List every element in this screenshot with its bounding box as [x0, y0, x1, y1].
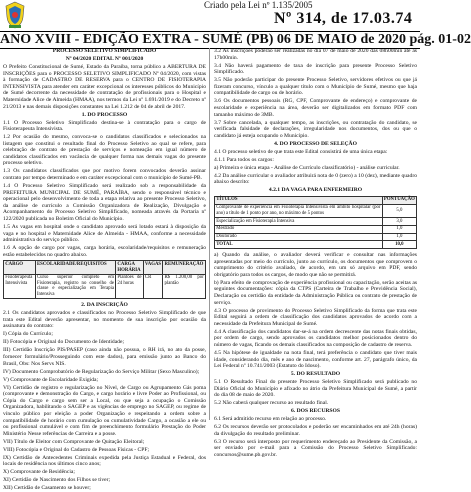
section-item: 6.3 O recurso será interposto por requerimento endereçado ao Presidente da Comissão, a ser enviado por e-mail para a Comissão do Processo Seletivo Simplificado: concursos@sume.pb.gov.br.	[214, 438, 417, 458]
table-header-cell: CARGO	[4, 261, 36, 274]
table-cell: Comprovante de experiência em Fisioterapia Intensivista em âmbito hospitalar (por ano) a título de 1 ponto por ano, no máximo de 5 pontos	[216, 205, 381, 216]
section-item: VII) Título de Eleitor com Comprovante de Quitação Eleitoral;	[3, 438, 145, 445]
section-item: 3.4 Não haverá pagamento de taxa de inscrição para presente Processo Seletivo Simplificado.	[214, 62, 417, 76]
section-item: 6.2 Os recursos deverão ser protocolados e poderão ser encaminhados em até 24h (horas) da divulgação do resultado preliminar.	[214, 424, 417, 437]
section-item: IV) Documento Comprobatório de Regularização do Serviço Militar (Sexo Masculino);	[3, 368, 200, 375]
section-item: VIII) Fotocópia e Original do Cadastro de Pessoas Físicas - CPF;	[3, 446, 150, 453]
section-item: 2.1 Os candidatos aprovados e classificados no Processo Seletivo Simplificado de que trata este Edital deverão apresentar, no momento de sua inscrição por ocasião da assinatura do contrato:	[3, 310, 206, 330]
table-cell: Fisioterapeuta Intensivista	[4, 274, 36, 299]
edition-band: ANO XVIII - EDIÇÃO EXTRA - SUMÉ (PB) 06 DE MAIO de 2020 pág. 01-02	[0, 32, 471, 47]
section-item: a) Quando da análise, o avaliador deverá verificar e consultar nas informações apresentadas por meio do currículo, junto ao currículo, os documentos que comprovem o cumprimento do critério avaliado, de acordo, em um só arquivo em PDF, sendo obrigatório para todos os cargos, de modo que não se permitirá.	[214, 252, 417, 278]
table-row	[215, 233, 417, 241]
table-header-row	[4, 261, 206, 274]
section-heading: 2. DA INSCRIÇÃO	[81, 302, 128, 309]
section-item: 3.5 Não poderão participar do presente Processo Seletivo, servidores efetivos ou que já fizeram concurso, vínculo a qualquer título com o Município de Sumé, mesmo que haja compatibilidade de cargo ou de horário.	[214, 77, 417, 97]
municipal-crest-icon	[4, 1, 26, 29]
table-cell: Plantões de 24 horas	[116, 274, 144, 299]
section-item: XII) Certidão de Casamento se houver;	[3, 485, 91, 492]
left-column	[3, 48, 206, 492]
section-item: 3.7 Sobre cancelada, a qualquer tempo, as inscrições, ou contratação do candidato, se verificada falsidade de declarações, irregularidade nos documentos, dos ou que o candidato já esteja ocupando o Município.	[214, 119, 417, 139]
section-item: 3.2 As inscrições poderão ser realizadas no dia 07 de maio de 2020 das 08h00min até às 17h00min.	[214, 48, 417, 61]
section-item: I) Cópia do Currículo;	[3, 331, 53, 338]
table-cell: 5,0	[382, 204, 416, 217]
section-item: 4.4 A classificação dos candidatos dar-se-á na ordem decrescente das notas finais obtidas, por ordem de cargo, sendo aprovados os candidatos melhor posicionados dentro do número de vagas, ficando os demais classificados na composição de cadastro de reserva.	[214, 328, 417, 348]
section-item: IX) Certidão de Antecedentes Criminais expedida pela Justiça Estadual e Federal, dos locais de residência nos últimos cinco anos;	[3, 454, 206, 468]
table-row	[215, 217, 417, 225]
table-header-cell: PONTUAÇÃO	[383, 197, 415, 203]
section-item: 3.6 Os documentos pessoais (RG, CPF, Comprovante de endereço) e comprovante de escolaridade e experiência na área, deverão ser digitalizados em formato PDF com tamanho máximo de 3MB.	[214, 98, 417, 118]
table-row	[4, 274, 206, 299]
section-heading: 1. DO PROCESSO	[81, 111, 128, 118]
section-item: 5.1 O Resultado Final do presente Processo Seletivo Simplificado será publicado no Diário Oficial do Município e afixado no átrio da Prefeitura Municipal de Sumé, a partir do dia 08 de maio de 2020.	[214, 379, 417, 399]
table-cell: R$ 1.200,00 por plantão	[163, 274, 206, 299]
doc-edital: Nº 04/2020 EDITAL Nº 001/2020	[65, 55, 144, 62]
table-cell: TOTAL	[215, 241, 383, 249]
positions-table	[3, 260, 206, 299]
table-header-cell: CARGA HORÁRIA	[116, 261, 144, 274]
table-header-cell: VAGAS	[143, 261, 163, 274]
section-item: 6.1 Será admitido recurso em relação ao processo.	[214, 416, 327, 423]
founding-law: Criado pela Lei nº 1.135/2005	[204, 0, 313, 10]
section-item: XI) Certidão de Nascimento dos Filhos se tiver;	[3, 477, 111, 484]
section-item: 1.6 A opção de cargo por vagas, carga horária, escolaridade/requisitos e remuneração estão estabelecidos no quadro abaixo.	[3, 245, 206, 258]
table-header-cell: ESCOLARIDADE/REQUISITOS	[35, 261, 115, 274]
section-item: 4.2 Da análise curricular o avaliador atribuirá nota de 0 (zero) a 10 (dez), mediante quadro abaixo descrito:	[214, 172, 417, 186]
section-item: b) Para efeito de comprovação de experiência profissional ou capacitação, serão aceitas as seguintes documentações: cópia da CTPS (Carteira de Trabalho e Previdência Social), Declaração ou certidão da entidade da Administração Pública ou contrato de prestação de serviço.	[214, 279, 417, 306]
table-cell: 10,0	[382, 241, 416, 249]
intro-paragraph: O Prefeito Constitucional de Sumé, Estado da Paraíba, torna público a ABERTURA DE INSCRIÇÕES para o PROCESSO SELETIVO SIMPLIFICADO Nº 04/2020, com vistas à formação de CADASTRO DE RESERVA para o CENTRO DE FISIOTERAPIA INTENSIVISTA para atender em caráter excepcional os interesses públicos do Município de Sumé decorrente da necessidade de contratação de profissionais para o Hospital e Maternidade Alice de Almeida (HMAA), nos termos da Lei nº 1.691/2019 e do Decreto nº 21/2013 e nas demais disposições constantes na Lei 1.212 de 04 de abril de 2017.	[3, 63, 206, 110]
table-cell: 1,0	[382, 225, 416, 233]
table-header-cell: TÍTULOS	[215, 196, 383, 204]
section-heading: 5. DO RESULTADO	[290, 371, 341, 378]
table-cell: 1,0	[382, 233, 416, 241]
table-cell: 3,0	[382, 217, 416, 225]
doc-title: PROCESSO SELETIVO SIMPLIFICADO	[52, 48, 157, 54]
section-heading: 4. DO PROCESSO DE SELEÇÃO	[274, 140, 357, 147]
table-cell: CR	[143, 274, 163, 299]
section-item: 4.1.1 Para todos os cargos:	[214, 156, 274, 163]
section-item: 1.5 As vagas em hospital onde o candidato aprovado será lotado estará à disposição da vaga e no hospital e Maternidade Alice de Almeida - HMAA, conforme a necessidade administrativa do serviço público.	[3, 223, 206, 244]
section-item: 5.2 Não caberá qualquer recurso ao resultado final.	[214, 400, 329, 407]
table-cell: Especialização em Fisioterapia Intensiva	[215, 217, 383, 225]
column-divider	[209, 48, 210, 420]
table-header-cell: REMUNERAÇÃO	[163, 261, 206, 274]
section-item: 1.1 O Processo Seletivo Simplificado destina-se à contratação para o cargo de Fisioterapeuta Intensivista.	[3, 119, 206, 133]
section-item: 4.1 O processo seletivo de que trata este Edital consistirá de uma única etapa:	[214, 148, 388, 155]
section-item: 4.5 Na hipótese de igualdade na nota final, terá preferência o candidato que tiver mais idade, considerando dia, mês e ano de nascimento, conforme art. 27, parágrafo único, da Lei Federal nº 10.741/2003 (Estatuto do Idoso).	[214, 349, 417, 370]
scoring-table	[214, 196, 417, 249]
section-item: 1.2 Por ocasião do mesmo, convoca-se o candidatos classificados e selecionados na listagem que constitui o resultado final do Processo Seletivo ao qual se refere, para celebração de contrato de prestação de serviços e nomeação em igual número de candidatos classificados em vacância de qualquer forma nas demais vagas do presente processo seletivo.	[3, 134, 206, 167]
gazette-header	[0, 0, 471, 47]
section-item: 1.3 Os candidatos classificados que por motivo forem convocados deverão assinar contrato por tempo determinado e em caráter excepcional com o município de Sumé-PB.	[3, 168, 206, 182]
table-cell: Curso superior completo em Fisioterapia, registro no conselho de classe e especialização em Terapia Intensiva	[36, 275, 115, 298]
table-title: 4.2.1 DA VAGA PARA ENFERMEIRO	[268, 187, 363, 194]
section-item: 1.4 O Processo Seletivo Simplificado será realizado sob a responsabilidade da PREFEITURA MUNICIPAL DE SUMÉ, PARAÍBA, sendo o responsável técnico e operacional pelo desenvolvimento de toda a etapa relativa ao presente Processo Seletivo, da análise de currículo a Comissão Organizadora de Realização, Divulgação e Acompanhamento do Processo Seletivo Simplificado, nomeada através da Portaria nº 122/2020 publicada no Boletim Oficial do Município.	[3, 183, 206, 222]
table-cell: Doutorado	[215, 233, 383, 241]
section-item: X) Comprovante de Residência;	[3, 469, 75, 476]
section-item: III) Certidão Inscrição PIS/PASEP (caso ainda não possua, o RH irá, no ato da posse, fornecer formulário/Prosseguindo com este dados), para emissão junto ao Banco do Brasil, Obs: Nos Servs NIS.	[3, 347, 206, 367]
edition-number: Nº 314, de 17.03.74	[274, 10, 413, 27]
section-heading: 6. DOS RECURSOS	[291, 408, 340, 415]
right-column	[214, 48, 417, 458]
table-row	[215, 241, 417, 249]
section-item: V) Comprovante de Escolaridade Exigida;	[3, 376, 99, 383]
section-item: II) Fotocópia e Original do Documento de Identidade;	[3, 339, 125, 346]
table-row	[215, 204, 417, 217]
section-item: a) Primeira e única etapa - Análise de Currículo classificatório) - análise curricular.	[214, 164, 400, 171]
section-item: VI) Certidão de registro e regularização no Nível, de Cargo ou Agrupamento Gás poma (comprovante e demonstração do Cargo, e cargo horário e livre Poder ao Profissional, ou Cópia do Cargo e cargo sem ser a Local, ou que seja a ocupação o Comissão Organizadora, habilitando o SAGEP e as vigências de emprego no SAGEP, ou regime de vínculo público por eleição a poder Organização e respeitando a ordem sobre a compatibilidade de horário com cumulação ou cumulatividade Cargo, a ocasião a ele ou ou profissional cumulável e com fim de preenchimento formulário Prestação do Poder Ministério Nesse referências de Carreira e a posse.	[3, 384, 206, 437]
table-header-row	[215, 196, 417, 204]
section-item: 4.3 O processo de provimento do Processo Seletivo Simplificado da forma que trata este Edital seguirá a ordem de classificação dos candidatos aprovados de acordo com a necessidade da Prefeitura Municipal de Sumé.	[214, 307, 417, 327]
table-row	[215, 225, 417, 233]
table-cell: Mestrado	[215, 225, 383, 233]
